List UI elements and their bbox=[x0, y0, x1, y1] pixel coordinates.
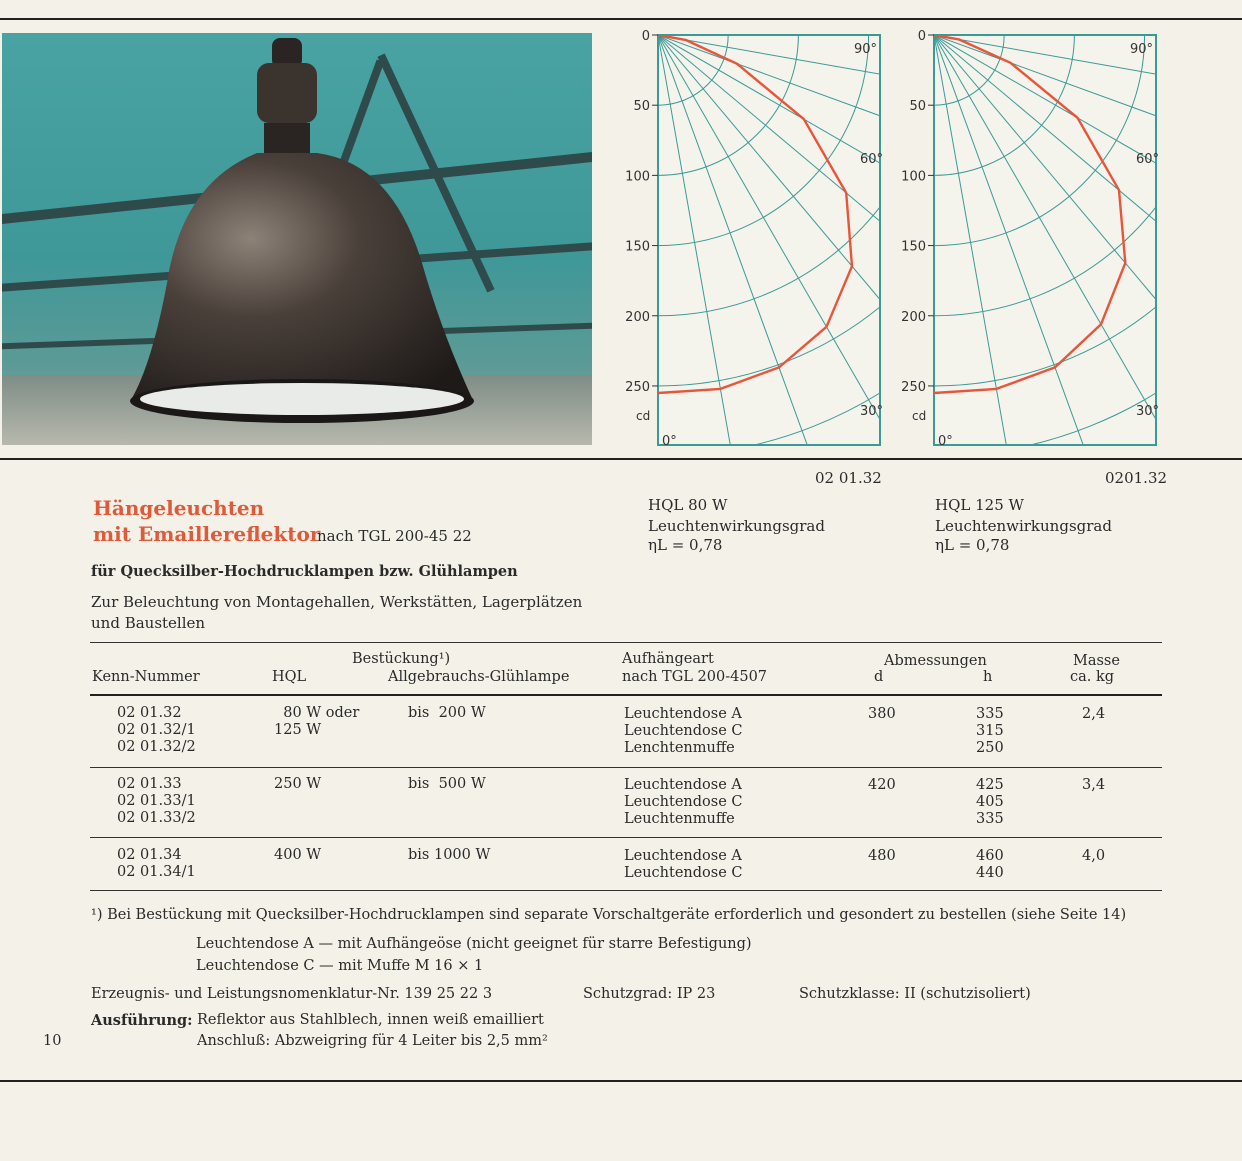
lamp-photo bbox=[2, 33, 592, 445]
angle-label: 90° bbox=[1130, 42, 1154, 57]
chart1-code: 02 01.32 bbox=[815, 469, 882, 487]
chart1-efficiency-value: ηL = 0,78 bbox=[648, 536, 723, 554]
table-row-gluh: bis 1000 W bbox=[408, 847, 491, 863]
angle-label: 90° bbox=[854, 42, 878, 57]
table-row-masse: 4,0 bbox=[1082, 848, 1106, 864]
table-row-gluh: bis 500 W bbox=[408, 776, 486, 792]
usage-line1: Zur Beleuchtung von Montagehallen, Werkstätten, Lagerplätzen bbox=[91, 593, 583, 611]
curve-point bbox=[845, 192, 847, 194]
table-row-aufh: Leuchtendose A Leuchtendose C Leuchtenmuffe bbox=[624, 777, 743, 827]
group-divider bbox=[90, 837, 1162, 838]
header-h: h bbox=[983, 669, 993, 685]
angle-label: 0° bbox=[938, 434, 953, 449]
unit-label: cd bbox=[636, 409, 651, 423]
heading-line1: Hängeleuchten bbox=[93, 496, 265, 520]
table-row-d: 420 bbox=[868, 777, 896, 793]
radial-tick-label: 150 bbox=[625, 239, 650, 255]
table-row-masse: 3,4 bbox=[1082, 777, 1106, 793]
heading-subtitle: für Quecksilber-Hochdrucklampen bzw. Glühlampen bbox=[91, 563, 518, 580]
curve-point bbox=[851, 265, 853, 267]
table-row-h: 425 405 335 bbox=[976, 777, 1004, 827]
header-bestueckung: Bestückung¹) bbox=[352, 651, 451, 667]
heading-line2: mit Emaillereflektor bbox=[93, 522, 321, 546]
chart2-efficiency-label: Leuchtenwirkungsgrad bbox=[935, 517, 1112, 535]
angle-label: 30° bbox=[1136, 404, 1160, 419]
curve-point bbox=[1054, 367, 1056, 369]
header-aufh1: Aufhängeart bbox=[622, 651, 714, 667]
group-divider bbox=[90, 767, 1162, 768]
table-row-hql: 80 W oder 125 W bbox=[274, 705, 360, 738]
note-dose-c: Leuchtendose C — mit Muffe M 16 × 1 bbox=[196, 958, 484, 974]
table-header-rule bbox=[90, 694, 1162, 696]
curve-point bbox=[1124, 262, 1126, 264]
table-top-rule bbox=[90, 642, 1162, 643]
curve-point bbox=[778, 367, 780, 369]
schutzklasse: Schutzklasse: II (schutzisoliert) bbox=[799, 986, 1031, 1002]
header-masse2: ca. kg bbox=[1070, 669, 1115, 685]
header-hql: HQL bbox=[272, 669, 307, 685]
chart2-code: 0201.32 bbox=[1105, 469, 1168, 487]
page-number: 10 bbox=[43, 1033, 62, 1049]
angle-label: 0° bbox=[662, 434, 677, 449]
middle-rule bbox=[0, 458, 1242, 460]
angle-label: 60° bbox=[860, 152, 884, 167]
curve-point bbox=[826, 326, 828, 328]
footnote: ¹) Bei Bestückung mit Quecksilber-Hochdrucklampen sind separate Vorschaltgeräte erforderlich und gesondert zu bestellen (siehe Seite 14) bbox=[91, 907, 1127, 923]
ausfuehrung-line1: Reflektor aus Stahlblech, innen weiß emailliert bbox=[197, 1012, 544, 1028]
angle-label: 30° bbox=[860, 404, 884, 419]
header-masse1: Masse bbox=[1073, 653, 1120, 669]
curve-point bbox=[720, 388, 722, 390]
curve-point bbox=[1100, 324, 1102, 326]
radial-tick-label: 200 bbox=[625, 309, 650, 325]
ausfuehrung-line2: Anschluß: Abzweigring für 4 Leiter bis 2,5 mm² bbox=[197, 1033, 548, 1049]
curve-point bbox=[1118, 189, 1120, 191]
radial-tick-label: 50 bbox=[633, 99, 650, 115]
table-row-aufh: Leuchtendose A Leuchtendose C bbox=[624, 848, 743, 881]
radial-tick-label: 250 bbox=[901, 379, 926, 395]
usage-line2: und Baustellen bbox=[91, 614, 206, 632]
radial-tick-label: 0 bbox=[641, 29, 650, 44]
table-row-hql: 400 W bbox=[274, 847, 322, 863]
table-row-gluh: bis 200 W bbox=[408, 705, 486, 721]
table-row-h: 335 315 250 bbox=[976, 706, 1004, 756]
header-aufh2: nach TGL 200-4507 bbox=[622, 669, 768, 685]
radial-tick-label: 0 bbox=[917, 29, 926, 44]
curve-point bbox=[1010, 62, 1012, 64]
table-row-d: 480 bbox=[868, 848, 896, 864]
chart1-efficiency-label: Leuchtenwirkungsgrad bbox=[648, 517, 825, 535]
unit-label: cd bbox=[912, 409, 927, 423]
curve-point bbox=[685, 39, 687, 41]
chart1-lamp: HQL 80 W bbox=[648, 496, 728, 514]
header-gluh: Allgebrauchs-Glühlampe bbox=[388, 669, 570, 685]
table-row-kenn: 02 01.34 02 01.34/1 bbox=[117, 847, 196, 880]
table-row-d: 380 bbox=[868, 706, 896, 722]
polar-chart-hql-125 bbox=[876, 25, 1166, 455]
table-row-kenn: 02 01.32 02 01.32/1 02 01.32/2 bbox=[117, 705, 196, 755]
curve-point bbox=[958, 39, 960, 41]
angle-label: 60° bbox=[1136, 152, 1160, 167]
table-row-h: 460 440 bbox=[976, 848, 1004, 881]
table-row-masse: 2,4 bbox=[1082, 706, 1106, 722]
radial-tick-label: 50 bbox=[909, 99, 926, 115]
top-rule bbox=[0, 18, 1242, 20]
bottom-rule bbox=[0, 1080, 1242, 1082]
table-row-aufh: Leuchtendose A Leuchtendose C Lenchtenmuffe bbox=[624, 706, 743, 756]
radial-tick-label: 200 bbox=[901, 309, 926, 325]
nomenklatur: Erzeugnis- und Leistungsnomenklatur-Nr. 139 25 22 3 bbox=[91, 986, 493, 1002]
curve-point bbox=[736, 63, 738, 65]
radial-tick-label: 150 bbox=[901, 239, 926, 255]
header-abm: Abmessungen bbox=[884, 653, 987, 669]
curve-point bbox=[1077, 117, 1079, 119]
schutzgrad: Schutzgrad: IP 23 bbox=[583, 986, 716, 1002]
chart2-efficiency-value: ηL = 0,78 bbox=[935, 536, 1010, 554]
note-dose-a: Leuchtendose A — mit Aufhängeöse (nicht geeignet für starre Befestigung) bbox=[196, 936, 752, 952]
ausfuehrung-label: Ausführung: bbox=[91, 1012, 193, 1029]
heading-tgl: nach TGL 200-45 22 bbox=[317, 527, 472, 545]
table-row-hql: 250 W bbox=[274, 776, 322, 792]
table-bottom-rule bbox=[90, 890, 1162, 891]
header-d: d bbox=[874, 669, 884, 685]
radial-tick-label: 100 bbox=[625, 169, 650, 185]
radial-tick-label: 250 bbox=[625, 379, 650, 395]
radial-tick-label: 100 bbox=[901, 169, 926, 185]
header-kenn: Kenn-Nummer bbox=[92, 669, 200, 685]
curve-point bbox=[803, 118, 805, 120]
polar-chart-hql-80 bbox=[600, 25, 890, 455]
lamp-photo-icon bbox=[2, 33, 592, 445]
curve-point bbox=[996, 388, 998, 390]
table-row-kenn: 02 01.33 02 01.33/1 02 01.33/2 bbox=[117, 776, 196, 826]
chart2-lamp: HQL 125 W bbox=[935, 496, 1024, 514]
